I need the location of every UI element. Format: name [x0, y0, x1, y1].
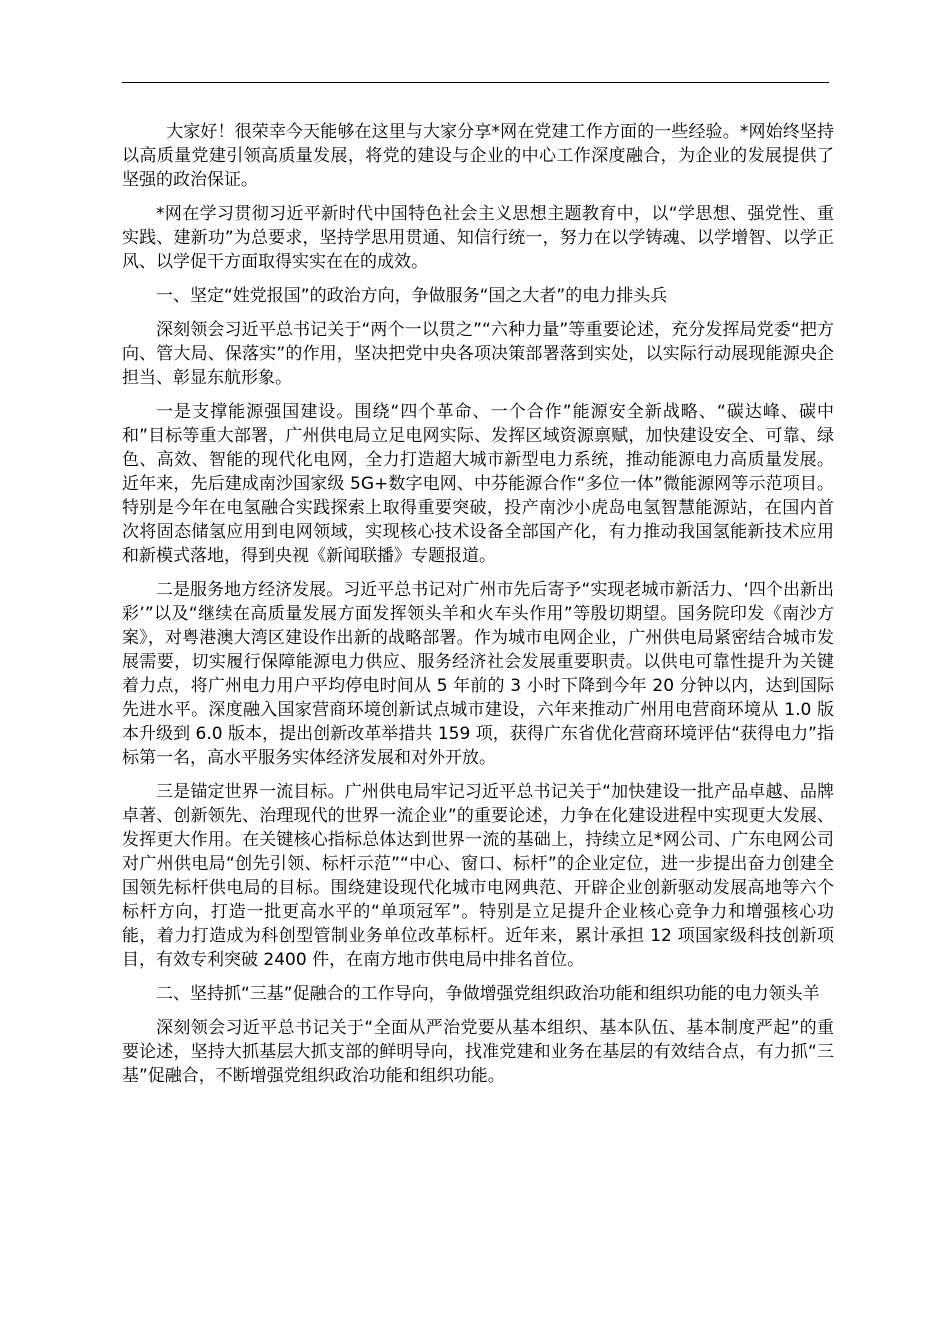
section-heading-2: 二、坚持抓“三基”促融合的工作导向，争做增强党组织政治功能和组织功能的电力领头羊: [156, 984, 820, 1004]
paragraph-section-2-intro: 深刻领会习近平总书记关于“全面从严治党要从基本组织、基本队伍、基本制度严起”的重要论述，坚持大抓基层大抓支部的鲜明导向，找准党建和业务在基层的有效结合点，有力抓“三基”促融合，不断增强党组织政治功能和组织功能。: [122, 1018, 834, 1086]
header-rule: [122, 82, 829, 83]
document-body: [122, 120, 834, 1098]
paragraph-intro: 大家好！很荣幸今天能够在这里与大家分享*网在党建工作方面的一些经验。*网始终坚持以高质量党建引领高质量发展，将党的建设与企业的中心工作深度融合，为企业的发展提供了坚强的政治保证。: [122, 122, 834, 190]
paragraph-world-class: 三是锚定世界一流目标。广州供电局牢记习近平总书记关于“加快建设一批产品卓越、品牌卓著、创新领先、治理现代的世界一流企业”的重要论述，力争在化建设进程中实现更大发展、发挥更大作用。在关键核心指标总体达到世界一流的基础上，持续立足*网公司、广东电网公司对广州供电局“创先引领、标杆示范”“中心、窗口、标杆”的企业定位，进一步提出奋力创建全国领先标杆供电局的目标。围绕建设现代化城市电网典范、开辟企业创新驱动发展高地等六个标杆方向，打造一批更高水平的“单项冠军”。特别是立足提升企业核心竞争力和增强核心功能，着力打造成为科创型管制业务单位改革标杆。近年来，累计承担 12 项国家级科技创新项目，有效专利突破 2400 件，在南方地市供电局中排名首位。: [122, 782, 834, 970]
paragraph-energy: 一是支撑能源强国建设。围绕“四个革命、一个合作”能源安全新战略、“碳达峰、碳中和”目标等重大部署，广州供电局立足电网实际、发挥区域资源禀赋，加快建设安全、可靠、绿色、高效、智能的现代化电网，全力打造超大城市新型电力系统，推动能源电力高质量发展。近年来，先后建成南沙国家级 5G+数字电网、中芬能源合作“多位一体”微能源网等示范项目。特别是今年在电氢融合实践探索上取得重要突破，投产南沙小虎岛电氢智慧能源站，在国内首次将固态储氢应用到电网领域，实现核心技术设备全部国产化，有力推动我国氢能新技术应用和新模式落地，得到央视《新闻联播》专题报道。: [122, 402, 834, 566]
section-heading-1: 一、坚定“姓党报国”的政治方向，争做服务“国之大者”的电力排头兵: [156, 286, 668, 306]
paragraph-local-economy: 二是服务地方经济发展。习近平总书记对广州市先后寄予“实现老城市新活力、‘四个出新出彩’”以及“继续在高质量发展方面发挥领头羊和火车头作用”等殷切期望。国务院印发《南沙方案》，对粤港澳大湾区建设作出新的战略部署。作为城市电网企业，广州供电局紧密结合城市发展需要，切实履行保障能源电力供应、服务经济社会发展重要职责。以供电可靠性提升为关键着力点，将广州电力用户平均停电时间从 5 年前的 3 小时下降到今年 20 分钟以内，达到国际先进水平。深度融入国家营商环境创新试点城市建设，六年来推动广州用电营商环境从 1.0 版本升级到 6.0 版本，提出创新改革举措共 159 项，获得广东省优化营商环境评估“获得电力”指标第一名，高水平服务实体经济发展和对外开放。: [122, 580, 834, 768]
paragraph-section-1-intro: 深刻领会习近平总书记关于“两个一以贯之”“六种力量”等重要论述，充分发挥局党委“把方向、管大局、保落实”的作用，坚决把党中央各项决策部署落到实处，以实际行动展现能源央企担当、彰显东航形象。: [122, 320, 834, 388]
paragraph-education: *网在学习贯彻习近平新时代中国特色社会主义思想主题教育中，以“学思想、强党性、重实践、建新功”为总要求，坚持学思用贯通、知信行统一，努力在以学铸魂、以学增智、以学正风、以学促干方面取得实实在在的成效。: [122, 204, 834, 272]
